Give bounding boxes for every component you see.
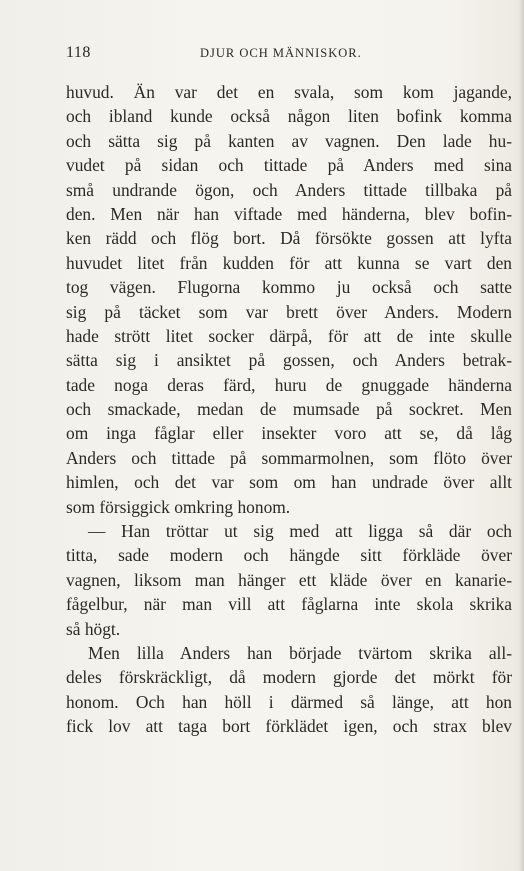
text-line: vagnen, liksom man hänger ett kläde över en kanarie- (66, 569, 512, 590)
text-line: och smackade, medan de mumsade på sockret. Men (66, 399, 512, 420)
text-line: deles förskräckligt, då modern gjorde det mörkt för (66, 667, 512, 688)
text-line: vudet på sidan och tittade på Anders med sina (66, 155, 512, 176)
text-line: fick lov att taga bort förklädet igen, och strax blev (66, 716, 512, 737)
page-number: 118 (66, 44, 91, 61)
text-line: sätta sig i ansiktet på gossen, och Anders betrak- (66, 350, 512, 371)
text-line: ken rädd och flög bort. Då försökte gossen att lyfta (66, 228, 512, 249)
text-line: huvud. Än var det en svala, som kom jagande, (66, 82, 512, 102)
text-line: och ibland kunde också någon liten bofink komma (66, 106, 512, 127)
text-line: himlen, och det var som om han undrade över allt (66, 472, 512, 493)
text-line: huvudet litet från kudden för att kunna se vart den (66, 252, 512, 273)
text-line: hade strött litet socker därpå, för att de inte skulle (66, 325, 512, 346)
text-line: så högt. (66, 618, 121, 639)
text-line: och sätta sig på kanten av vagnen. Den lade hu- (66, 130, 512, 151)
text-line: titta, sade modern och hängde sitt förkläde över (66, 545, 512, 566)
text-line: Men lilla Anders han började tvärtom skrika all- (88, 642, 512, 663)
text-line: — Han tröttar ut sig med att ligga så där och (88, 521, 512, 542)
text-line: som försiggick omkring honom. (66, 496, 291, 517)
text-line: små undrande ögon, och Anders tittade tillbaka på (66, 179, 512, 200)
text-line: sig på täcket som var brett över Anders. Modern (66, 301, 512, 322)
text-line: Anders och tittade på sommarmolnen, som flöto över (66, 447, 512, 468)
page-header (66, 44, 512, 64)
text-line: den. Men när han viftade med händerna, blev bofin- (66, 203, 512, 224)
page-edge-shadow (518, 0, 524, 871)
body-text (66, 80, 512, 739)
text-line: fågelbur, när man vill att fåglarna inte skola skrika (66, 594, 512, 615)
text-line: om inga fåglar eller insekter voro att se, då låg (66, 423, 512, 444)
text-line: tade noga deras färd, huru de gnuggade händerna (66, 374, 512, 395)
text-line: tog vägen. Flugorna kommo ju också och satte (66, 277, 512, 298)
running-head: DJUR OCH MÄNNISKOR. (200, 46, 362, 60)
text-line: honom. Och han höll i därmed så länge, att hon (66, 691, 512, 712)
